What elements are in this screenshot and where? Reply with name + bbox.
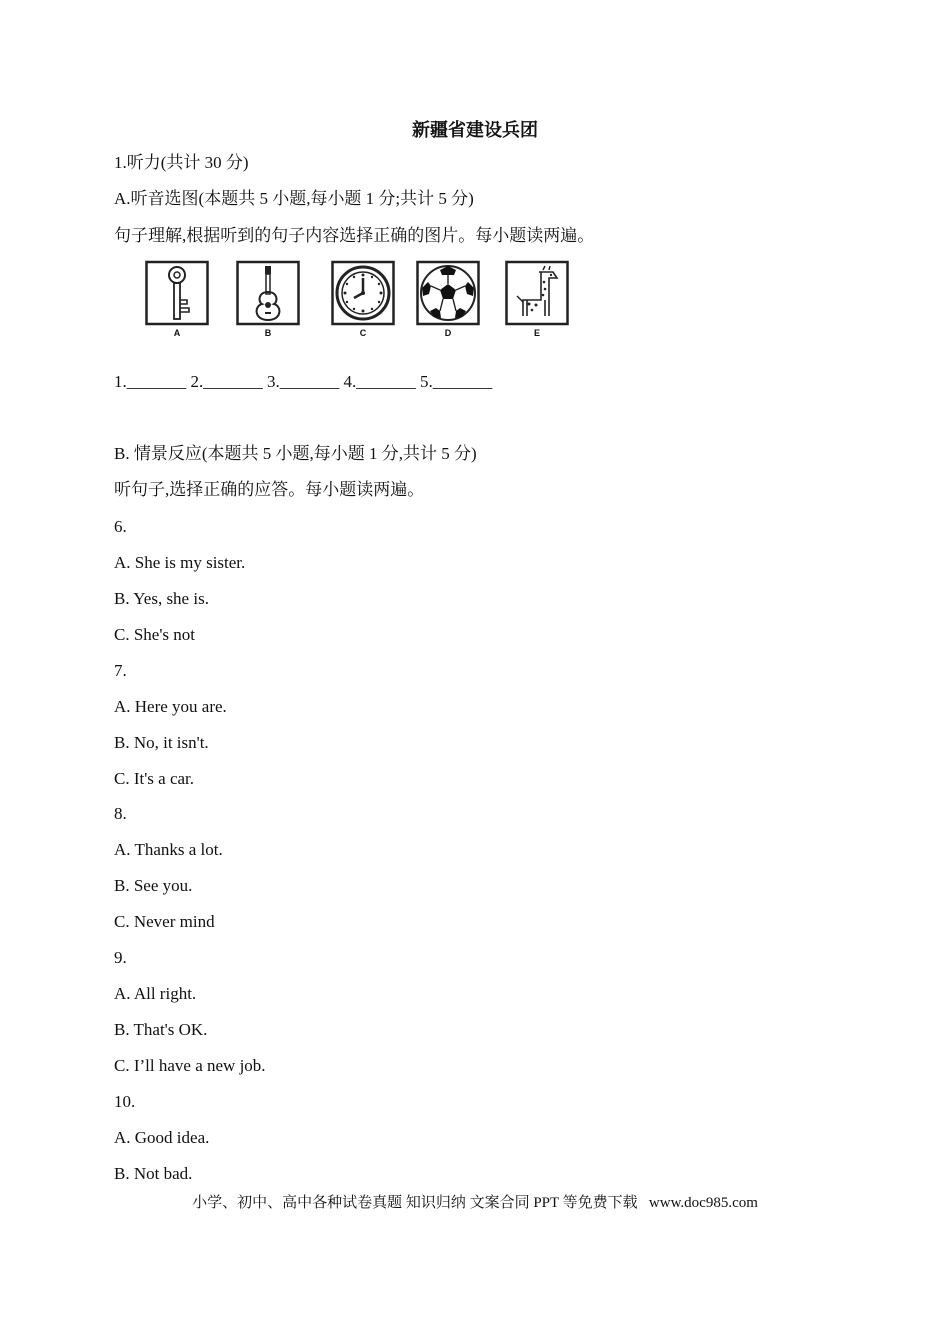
option-a: A. Thanks a lot. — [114, 840, 223, 859]
option-b: B. Yes, she is. — [114, 589, 209, 608]
section-listening-heading: 1.听力(共计 30 分) — [114, 153, 249, 172]
option-a: A. Here you are. — [114, 697, 227, 716]
clock-icon — [331, 258, 395, 326]
option-c: C. She's not — [114, 625, 195, 644]
picture-label-a: A — [173, 328, 181, 338]
question-number: 8. — [114, 804, 127, 823]
key-icon — [145, 258, 209, 326]
option-b: B. No, it isn't. — [114, 733, 209, 752]
option-a: A. She is my sister. — [114, 553, 246, 572]
part-b-instruction: 听句子,选择正确的应答。每小题读两遍。 — [114, 480, 425, 499]
guitar-icon — [236, 258, 300, 326]
picture-label-b: B — [264, 328, 272, 338]
option-c: C. I’ll have a new job. — [114, 1056, 266, 1075]
option-b: B. See you. — [114, 876, 193, 895]
part-b-heading: B. 情景反应(本题共 5 小题,每小题 1 分,共计 5 分) — [114, 444, 477, 463]
picture-label-c: C — [359, 328, 367, 338]
part-a-heading: A.听音选图(本题共 5 小题,每小题 1 分;共计 5 分) — [114, 189, 474, 208]
question-number: 10. — [114, 1092, 136, 1111]
picture-label-d: D — [444, 328, 452, 338]
giraffe-icon — [505, 258, 569, 326]
picture-option-c — [331, 258, 395, 344]
soccer-ball-icon — [416, 258, 480, 326]
option-c: C. It's a car. — [114, 769, 195, 788]
part-a-instruction: 句子理解,根据听到的句子内容选择正确的图片。每小题读两遍。 — [114, 226, 595, 245]
question-number: 9. — [114, 948, 127, 967]
option-c: C. Never mind — [114, 912, 215, 931]
picture-option-b — [236, 258, 300, 344]
question-number: 6. — [114, 517, 127, 536]
answer-blanks: 1._______ 2._______ 3._______ 4._______ 5._______ — [114, 372, 493, 391]
picture-option-a — [145, 258, 209, 344]
footer-text: 小学、初中、高中各种试卷真题 知识归纳 文案合同 PPT 等免费下载 www.doc985.com — [192, 1195, 758, 1211]
picture-option-d — [416, 258, 480, 344]
picture-options — [140, 258, 580, 344]
page-title: 新疆省建设兵团 — [412, 120, 538, 140]
question-number: 7. — [114, 661, 127, 680]
picture-option-e — [505, 258, 569, 344]
option-b: B. Not bad. — [114, 1164, 193, 1183]
option-a: A. Good idea. — [114, 1128, 210, 1147]
option-a: A. All right. — [114, 984, 197, 1003]
picture-label-e: E — [533, 328, 540, 338]
option-b: B. That's OK. — [114, 1020, 208, 1039]
